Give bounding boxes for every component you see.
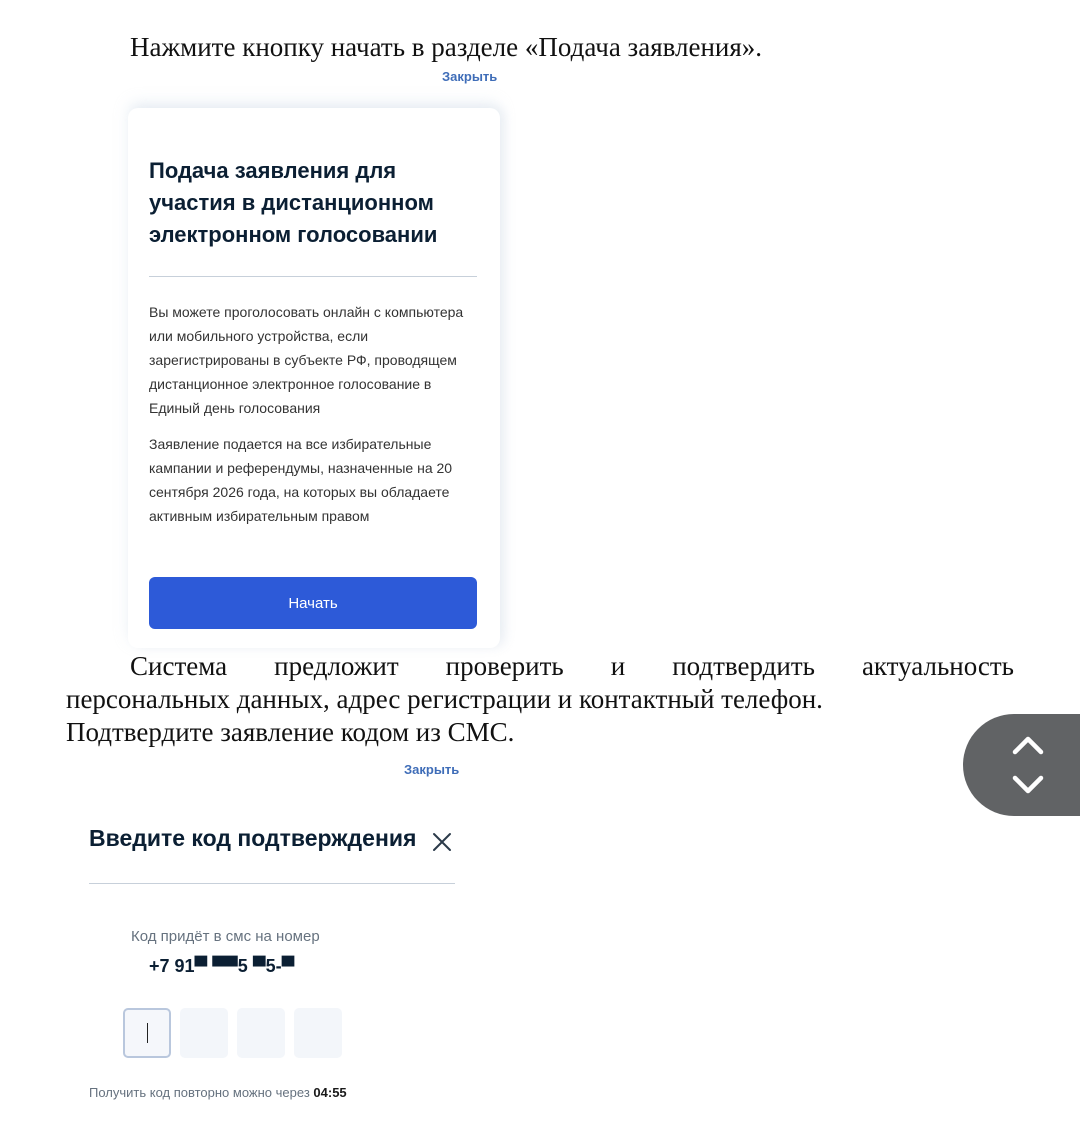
instruction-step-2 — [66, 650, 1014, 749]
word: и — [610, 651, 626, 681]
chevron-down-icon[interactable] — [1011, 774, 1045, 796]
masked-phone-number: +7 91▀ ▀▀5 ▀5-▀ — [149, 956, 295, 976]
confirmation-title: Введите код подтверждения — [89, 825, 417, 851]
resend-label: Получить код повторно можно через — [89, 1085, 310, 1100]
start-button[interactable]: Начать — [149, 577, 477, 629]
text-cursor — [147, 1023, 148, 1043]
page-navigation-widget — [963, 714, 1080, 816]
code-digit-input-3[interactable] — [237, 1008, 285, 1058]
close-link-screen-1[interactable]: Закрыть — [442, 69, 498, 84]
card-title: Подача заявления для участия в дистанционном электронном голосовании — [149, 158, 438, 247]
code-digit-input-1[interactable] — [123, 1008, 171, 1058]
chevron-up-icon[interactable] — [1011, 734, 1045, 756]
code-digit-input-4[interactable] — [294, 1008, 342, 1058]
card-description-1: Вы можете проголосовать онлайн с компьютера или мобильного устройства, если зарегистрированы в субъекте РФ, проводящем дистанционное электронное голосование в Единый день голосования — [149, 304, 464, 416]
word: Система — [130, 651, 228, 681]
instruction-step-2-line-1 — [66, 650, 1014, 683]
resend-timer-text — [89, 1085, 347, 1100]
sms-label: Код придёт в смс на номер — [131, 928, 320, 945]
code-digit-input-2[interactable] — [180, 1008, 228, 1058]
instruction-step-2-line-2: персональных данных, адрес регистрации и контактный телефон. — [66, 684, 823, 714]
instruction-step-1: Нажмите кнопку начать в разделе «Подача заявления». — [130, 32, 763, 62]
word: проверить — [445, 651, 564, 681]
word: актуальность — [861, 651, 1014, 681]
card-divider — [149, 276, 477, 277]
application-card — [128, 108, 500, 648]
close-link-screen-2[interactable]: Закрыть — [404, 762, 460, 777]
card-description-2: Заявление подается на все избирательные кампании и референдумы, назначенные на 20 сентября 2026 года, на которых вы обладаете активным избирательным правом — [149, 436, 453, 524]
word: предложит — [274, 651, 399, 681]
close-icon[interactable] — [430, 830, 454, 854]
word: подтвердить — [672, 651, 815, 681]
resend-countdown: 04:55 — [313, 1085, 347, 1100]
confirmation-divider — [89, 883, 455, 884]
instruction-step-2-line-3: Подтвердите заявление кодом из СМС. — [66, 717, 515, 747]
